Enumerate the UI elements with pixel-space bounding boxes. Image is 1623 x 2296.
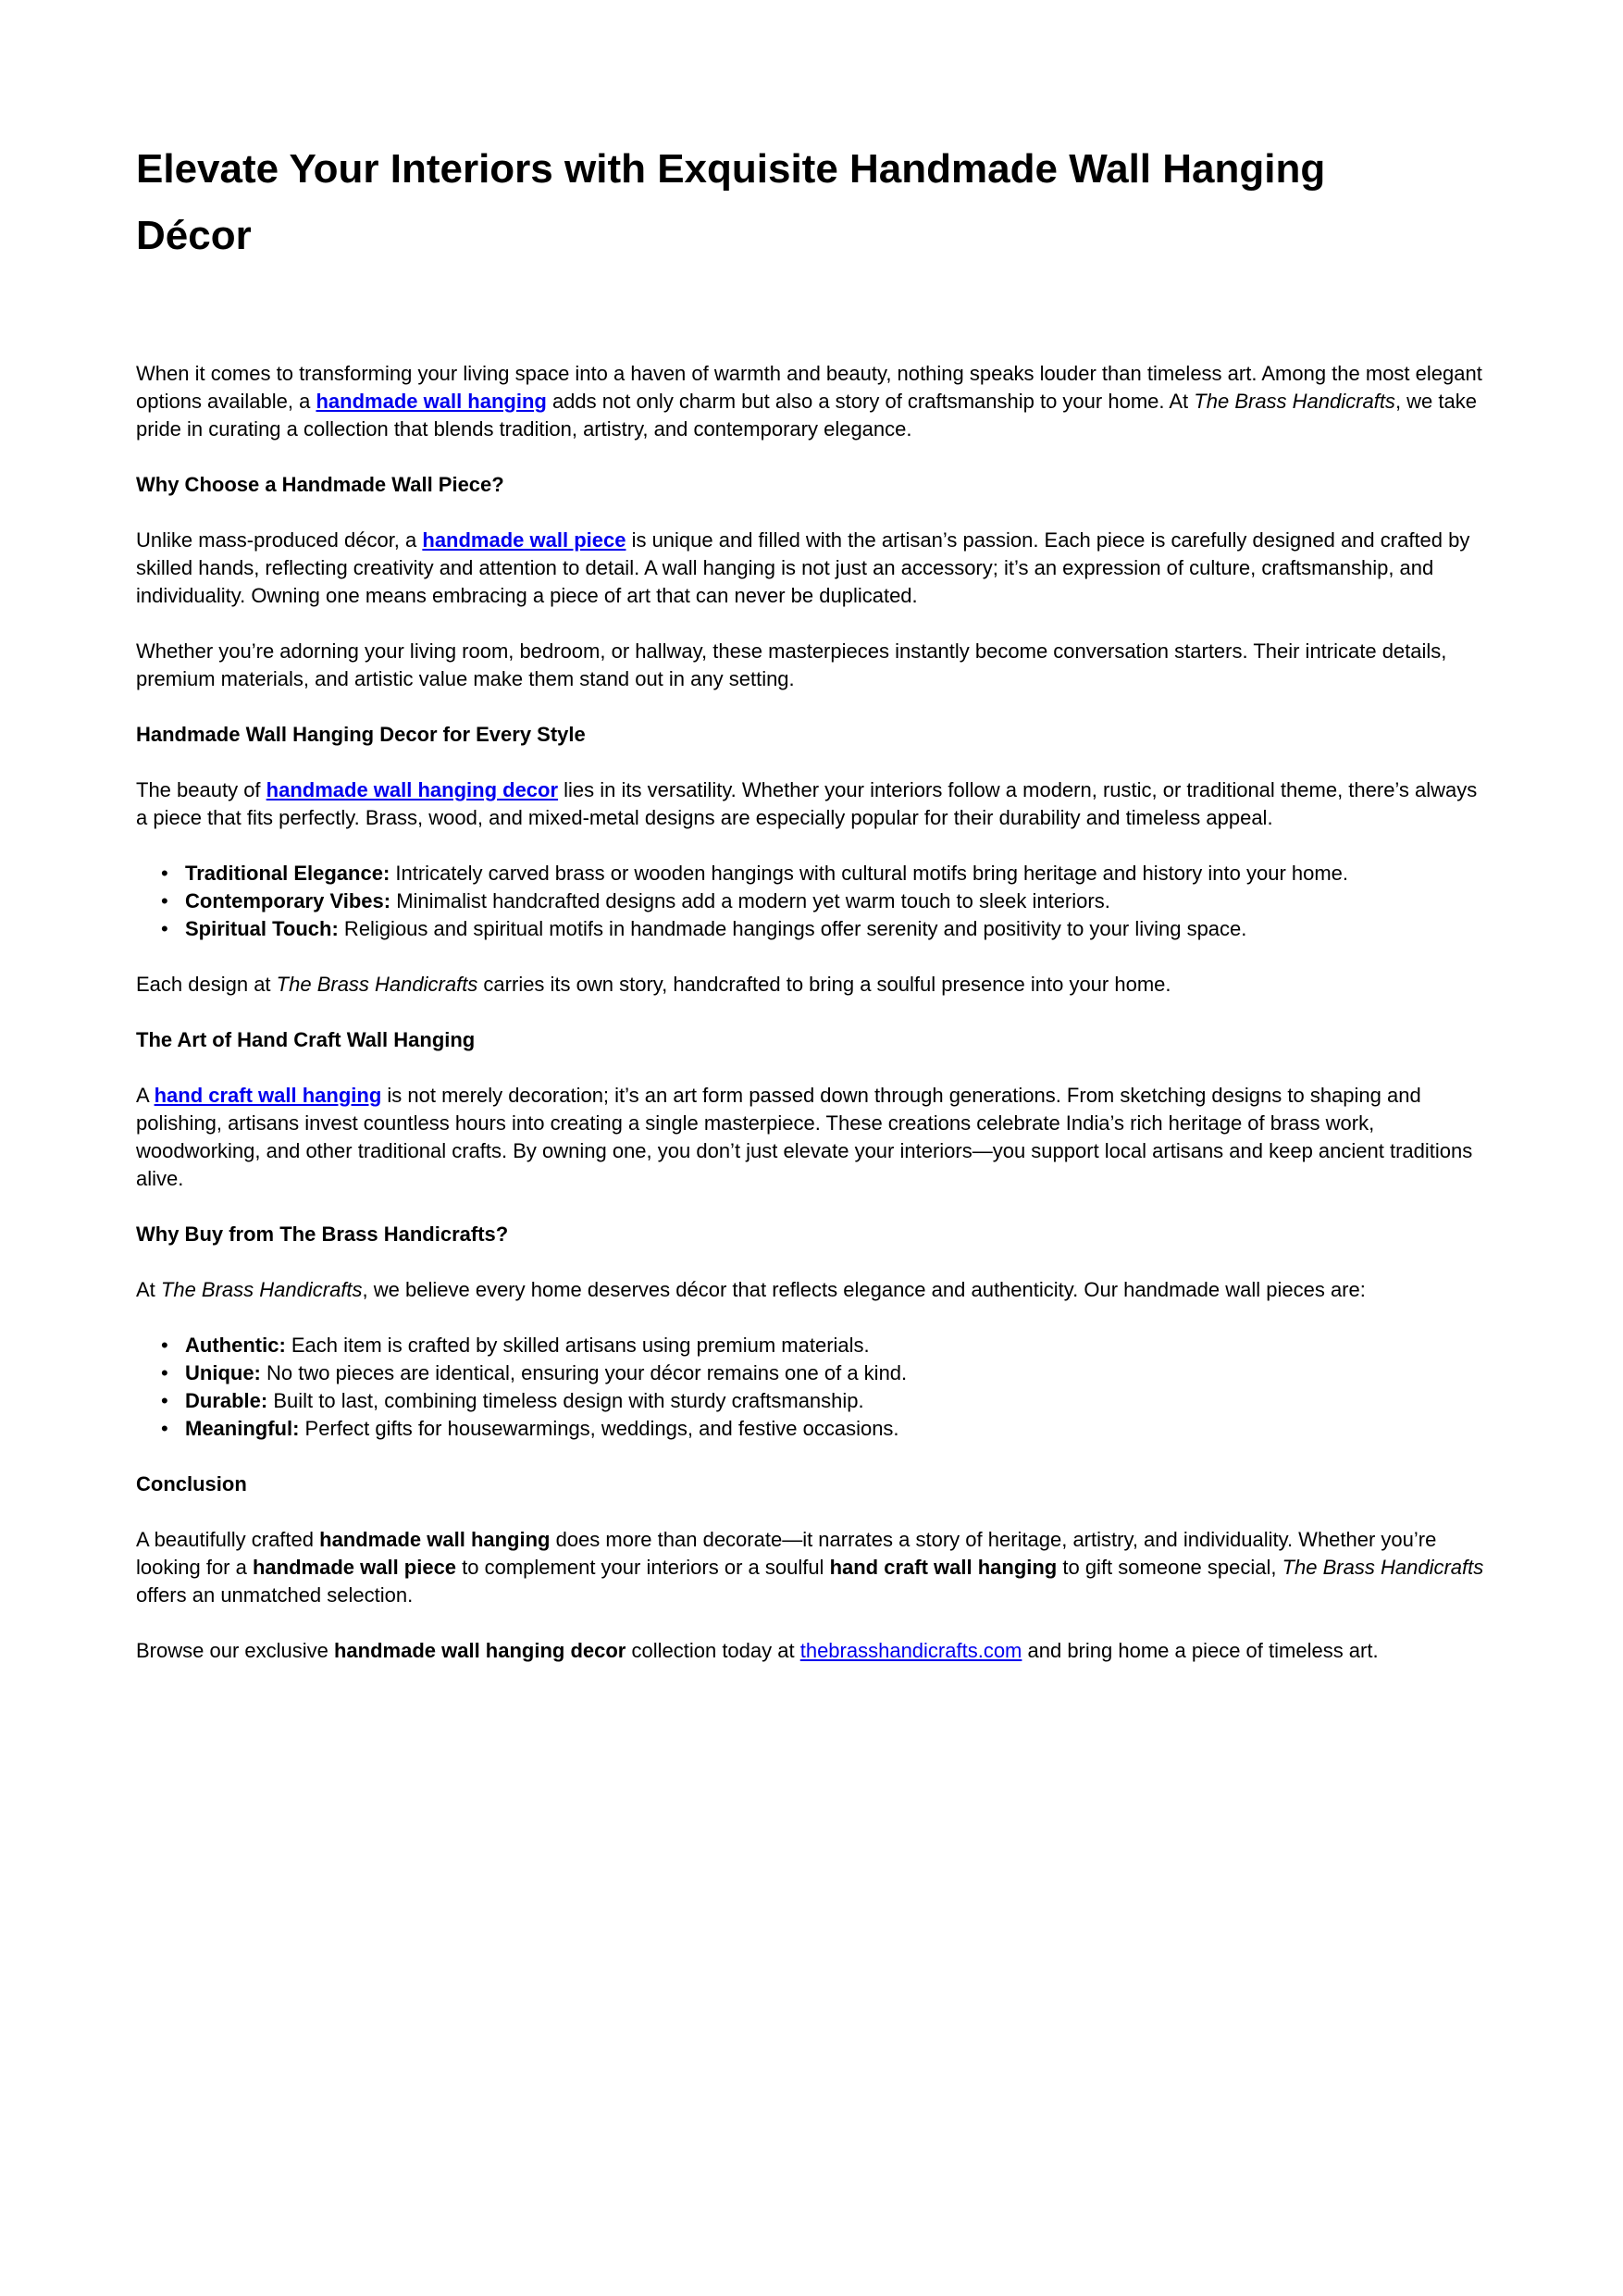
list-item [136, 860, 1487, 887]
inline-link[interactable]: hand craft wall hanging [154, 1084, 382, 1107]
paragraph [136, 1082, 1487, 1193]
text-run-bold: Unique: [185, 1361, 261, 1384]
text-run-italic: The Brass Handicrafts [276, 973, 478, 996]
bullet-list [136, 860, 1487, 943]
text-run: Religious and spiritual motifs in handmade hangings offer serenity and positivity to your living space. [338, 917, 1247, 940]
text-run-bold: Meaningful: [185, 1417, 300, 1440]
text-run: A beautifully crafted [136, 1528, 320, 1551]
text-run: Why Choose a Handmade Wall Piece? [136, 473, 504, 496]
section-heading [136, 471, 1487, 499]
text-run: Minimalist handcrafted designs add a modern yet warm touch to sleek interiors. [390, 889, 1110, 912]
text-run: Each item is crafted by skilled artisans using premium materials. [285, 1334, 870, 1357]
text-run: Conclusion [136, 1472, 247, 1496]
inline-link[interactable]: handmade wall hanging decor [266, 778, 559, 801]
text-run: Handmade Wall Hanging Decor for Every Style [136, 723, 586, 746]
text-run-bold: handmade wall hanging [319, 1528, 551, 1551]
text-run: to complement your interiors or a soulful [456, 1556, 830, 1579]
text-run: The Art of Hand Craft Wall Hanging [136, 1028, 476, 1051]
text-run: is unique and filled with the artisan’s passion. Each piece is carefully designed and crafted by skilled hands, reflecting creativity and attention to detail. A wall hanging is not just an accessory; it’s an expression of culture, craftsmanship, and individuality. Owning one means embracing a piece of art that can never be duplicated. [136, 528, 1470, 607]
section-heading [136, 1471, 1487, 1498]
bullet-list [136, 1332, 1487, 1443]
text-run-bold: Traditional Elegance: [185, 862, 390, 885]
text-run: lies in its versatility. Whether your interiors follow a modern, rustic, or traditional theme, there’s always a piece that fits perfectly. Brass, wood, and mixed-metal designs are especially popular for their durability and timeless appeal. [136, 778, 1478, 829]
text-run: adds not only charm but also a story of craftsmanship to your home. At [546, 390, 1195, 413]
text-run: The beauty of [136, 778, 266, 801]
list-item [136, 1415, 1487, 1443]
paragraph [136, 776, 1487, 832]
text-run: , we believe every home deserves décor that reflects elegance and authenticity. Our handmade wall pieces are: [362, 1278, 1366, 1301]
document-title-line-2: Décor [136, 213, 252, 258]
text-run: offers an unmatched selection. [136, 1583, 414, 1607]
text-run: Built to last, combining timeless design with sturdy craftsmanship. [267, 1389, 864, 1412]
text-run-bold: Durable: [185, 1389, 268, 1412]
paragraph [136, 527, 1487, 610]
text-run: A [136, 1084, 155, 1107]
text-run-bold: handmade wall hanging decor [333, 1639, 626, 1662]
text-run: carries its own story, handcrafted to bring a soulful presence into your home. [477, 973, 1171, 996]
text-run: No two pieces are identical, ensuring your décor remains one of a kind. [260, 1361, 908, 1384]
text-run: Unlike mass-produced décor, a [136, 528, 423, 552]
text-run: is not merely decoration; it’s an art form passed down through generations. From sketching designs to shaping and polishing, artisans invest countless hours into creating a single masterpiece. These creations celebrate India’s rich heritage of brass work, woodworking, and other traditional crafts. By owning one, you don’t just elevate your interiors—you support local artisans and keep ancient traditions alive. [136, 1084, 1473, 1190]
text-run-bold: Spiritual Touch: [185, 917, 339, 940]
inline-link[interactable]: thebrasshandicrafts.com [799, 1639, 1022, 1662]
text-run: , we take pride in curating a collection that blends tradition, artistry, and contemporary elegance. [136, 390, 1477, 441]
section-heading [136, 1221, 1487, 1248]
text-run: does more than decorate—it narrates a story of heritage, artistry, and individuality. Whether you’re looking for a [136, 1528, 1437, 1579]
list-item [136, 1332, 1487, 1359]
text-run-italic: The Brass Handicrafts [160, 1278, 363, 1301]
list-item [136, 1359, 1487, 1387]
document-body [136, 360, 1487, 1665]
text-run: collection today at [626, 1639, 800, 1662]
paragraph [136, 1637, 1487, 1665]
inline-link[interactable]: handmade wall hanging [316, 390, 547, 413]
list-item [136, 887, 1487, 915]
text-run: Whether you’re adorning your living room, bedroom, or hallway, these masterpieces instantly become conversation starters. Their intricate details, premium materials, and artistic value make them stand out in any setting. [136, 639, 1447, 690]
text-run-bold: Contemporary Vibes: [185, 889, 391, 912]
text-run: When it comes to transforming your living space into a haven of warmth and beauty, nothing speaks louder than timeless art. Among the most elegant options available, a [136, 362, 1482, 413]
text-run-italic: The Brass Handicrafts [1194, 390, 1395, 413]
list-item [136, 1387, 1487, 1415]
section-heading [136, 1026, 1487, 1054]
text-run-bold: Authentic: [185, 1334, 286, 1357]
text-run-italic: The Brass Handicrafts [1282, 1556, 1484, 1579]
text-run: Perfect gifts for housewarmings, weddings, and festive occasions. [299, 1417, 899, 1440]
paragraph [136, 638, 1487, 693]
text-run: and bring home a piece of timeless art. [1022, 1639, 1379, 1662]
text-run-bold: hand craft wall hanging [829, 1556, 1058, 1579]
text-run: to gift someone special, [1057, 1556, 1282, 1579]
text-run: Each design at [136, 973, 277, 996]
document-title [136, 136, 1487, 269]
text-run: Why Buy from The Brass Handicrafts? [136, 1222, 509, 1246]
text-run: Browse our exclusive [136, 1639, 334, 1662]
text-run: At [136, 1278, 161, 1301]
inline-link[interactable]: handmade wall piece [422, 528, 626, 552]
section-heading [136, 721, 1487, 749]
list-item [136, 915, 1487, 943]
paragraph [136, 1276, 1487, 1304]
paragraph [136, 1526, 1487, 1609]
document-title-line-1: Elevate Your Interiors with Exquisite Handmade Wall Hanging [136, 146, 1326, 192]
paragraph [136, 360, 1487, 443]
paragraph [136, 971, 1487, 999]
text-run-bold: handmade wall piece [252, 1556, 457, 1579]
text-run: Intricately carved brass or wooden hangings with cultural motifs bring heritage and history into your home. [390, 862, 1349, 885]
